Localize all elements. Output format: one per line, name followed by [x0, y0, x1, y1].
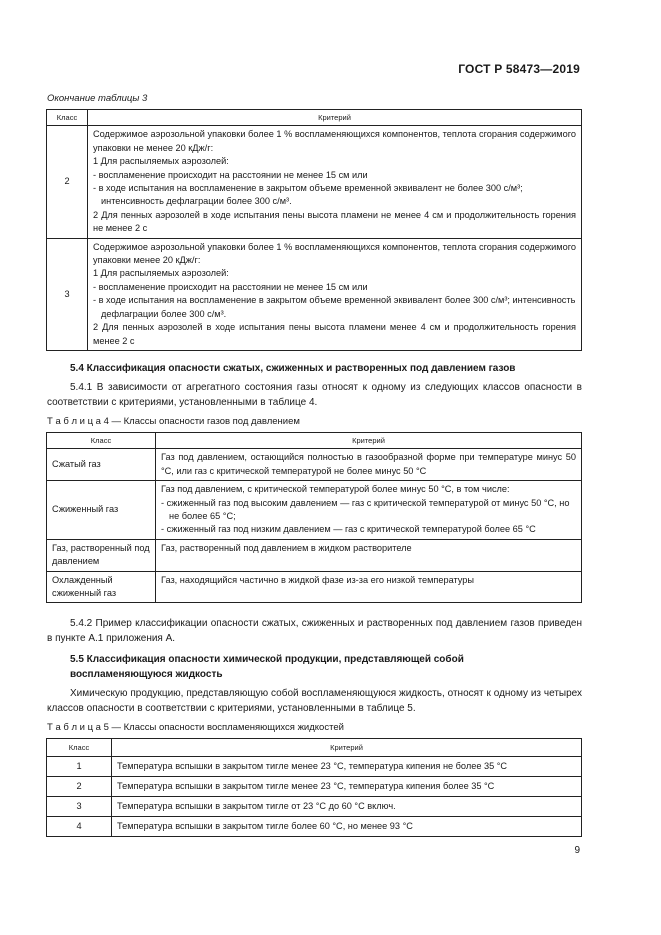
table-cell-class: 4: [47, 817, 112, 837]
table-cell-criterion: Содержимое аэрозольной упаковки более 1 % воспламеняющихся компонентов, теплота сгорания содержимого упаковки не менее 20 кДж/г: 1 Для распыляемых аэрозолей: - воспламенение происходит на расстоянии не менее 15 см или - в ходе испытания на воспламенение в закрытом объеме временной эквивалент не более 300 с/м³; интенсивность дефлаграции более 300 с/м³. 2 Для пенных аэрозолей в ходе испытания пены высота пламени не менее 4 см и продолжительность горения не менее 2 с: [88, 126, 582, 238]
section-heading-5-4: 5.4 Классификация опасности сжатых, сжиженных и растворенных под давлением газов: [70, 363, 516, 374]
table5-col-criterion: Критерий: [112, 739, 582, 757]
table-cell-class: 3: [47, 797, 112, 817]
table-cell-criterion: Газ под давлением, с критической температурой более минус 50 °С, в том числе: - сжиженный газ под высоким давлением — газ с критической температурой от минус 50 °С, но не более 65 °С; - сжиженный газ под низким давлением — газ с критической температурой более 65 °С: [156, 481, 582, 540]
table-4: [46, 432, 582, 603]
section-heading-5-5: 5.5 Классификация опасности химической продукции, представляющей собой воспламеняющуюся жидкость: [70, 654, 464, 680]
table-row: [47, 757, 582, 777]
table3-col-criterion: Критерий: [88, 110, 582, 126]
table3-caption: Окончание таблицы 3: [47, 93, 148, 104]
paragraph-5-5: Химическую продукцию, представляющую собой воспламеняющуюся жидкость, относят к одному из четырех классов опасности в соответствии с критериями, установленными в таблице 5.: [47, 688, 582, 714]
table-row: [47, 571, 582, 603]
table5-col-class: Класс: [47, 739, 112, 757]
table-cell-criterion: Газ, находящийся частично в жидкой фазе из-за его низкой температуры: [156, 571, 582, 603]
table-row: [47, 797, 582, 817]
document-id: ГОСТ Р 58473—2019: [458, 62, 580, 76]
table-cell-class: 3: [47, 238, 88, 350]
paragraph-5-4-2: 5.4.2 Пример классификации опасности сжатых, сжиженных и растворенных под давлением газов приведен в пункте А.1 приложения А.: [47, 618, 582, 644]
table-cell-class: Охлажденный сжиженный газ: [47, 571, 156, 603]
table-cell-criterion: Температура вспышки в закрытом тигле более 60 °С, но менее 93 °С: [112, 817, 582, 837]
table-cell-criterion: Содержимое аэрозольной упаковки более 1 % воспламеняющихся компонентов, теплота сгорания содержимого упаковки менее 20 кДж/г: 1 Для распыляемых аэрозолей: - воспламенение происходит на расстоянии не менее 15 см или - в ходе испытания на воспламенение в закрытом объеме временной эквивалент более 300 с/м³; интенсивность дефлаграции более 300 с/м³. 2 Для пенных аэрозолей в ходе испытания пены высота пламени менее 4 см и продолжительность горения менее 2 с: [88, 238, 582, 350]
table-row: [47, 539, 582, 571]
table-cell-class: Сжатый газ: [47, 449, 156, 481]
paragraph-5-4-1: 5.4.1 В зависимости от агрегатного состояния газы относят к одному из следующих классов опасности в соответствии с критериями, установленными в таблице 4.: [47, 382, 582, 408]
table-cell-class: 2: [47, 126, 88, 238]
table4-caption: Т а б л и ц а 4 — Классы опасности газов под давлением: [47, 416, 300, 427]
table-cell-criterion: Температура вспышки в закрытом тигле менее 23 °С, температура кипения более 35 °С: [112, 777, 582, 797]
table-cell-criterion: Газ, растворенный под давлением в жидком растворителе: [156, 539, 582, 571]
table4-col-criterion: Критерий: [156, 433, 582, 449]
table-5: [46, 738, 582, 837]
table3-col-class: Класс: [47, 110, 88, 126]
table-cell-class: 1: [47, 757, 112, 777]
table-row: [47, 126, 582, 238]
table-cell-class: Газ, растворенный под давлением: [47, 539, 156, 571]
table-cell-class: 2: [47, 777, 112, 797]
table-row: [47, 449, 582, 481]
table-cell-class: Сжиженный газ: [47, 481, 156, 540]
table-cell-criterion: Газ под давлением, остающийся полностью в газообразной форме при температуре минус 50 °С, или газ с критической температурой не более минус 50 °С: [156, 449, 582, 481]
table-row: [47, 817, 582, 837]
page-number: 9: [574, 845, 580, 856]
table-3: [46, 109, 582, 351]
table-row: [47, 238, 582, 350]
table-row: [47, 481, 582, 540]
table-cell-criterion: Температура вспышки в закрытом тигле менее 23 °С, температура кипения не более 35 °С: [112, 757, 582, 777]
table4-col-class: Класс: [47, 433, 156, 449]
table-cell-criterion: Температура вспышки в закрытом тигле от 23 °С до 60 °С включ.: [112, 797, 582, 817]
table5-caption: Т а б л и ц а 5 — Классы опасности воспламеняющихся жидкостей: [47, 722, 344, 733]
table-row: [47, 777, 582, 797]
